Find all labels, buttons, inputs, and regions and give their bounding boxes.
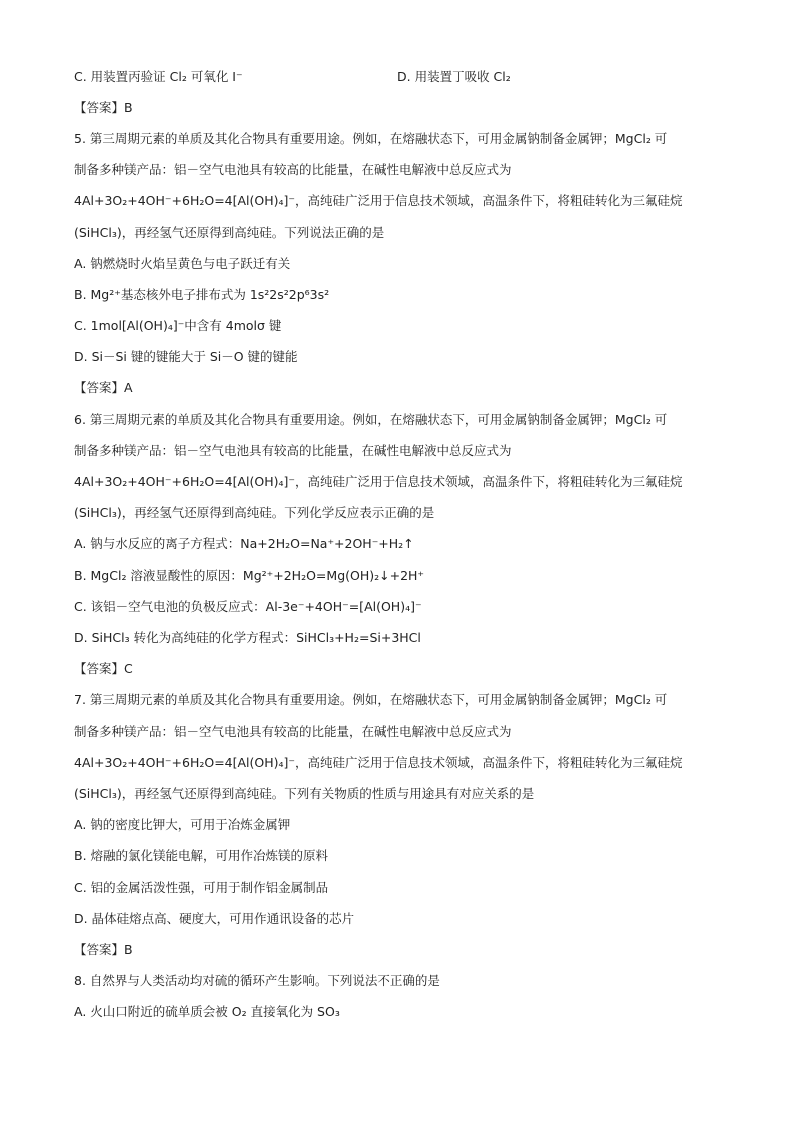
q5-stem-line: 4Al+3O₂+4OH⁻+6H₂O=4[Al(OH)₄]⁻，高纯硅广泛用于信息技术领域，高温条件下，将粗硅转化为三氟硅烷 bbox=[74, 193, 683, 208]
q5-option-a: A. 钠燃烧时火焰呈黄色与电子跃迁有关 bbox=[74, 256, 291, 271]
q5-option-d: D. Si－Si 键的键能大于 Si－O 键的键能 bbox=[74, 349, 298, 364]
q6-stem-line: (SiHCl₃)，再经氢气还原得到高纯硅。下列化学反应表示正确的是 bbox=[74, 505, 435, 520]
q4-answer: 【答案】B bbox=[74, 100, 133, 115]
q7-option-b: B. 熔融的氯化镁能电解，可用作冶炼镁的原料 bbox=[74, 848, 329, 863]
q5-option-c: C. 1mol[Al(OH)₄]⁻中含有 4molσ 键 bbox=[74, 318, 282, 333]
q6-answer: 【答案】C bbox=[74, 661, 133, 676]
q7-stem-line: 4Al+3O₂+4OH⁻+6H₂O=4[Al(OH)₄]⁻，高纯硅广泛用于信息技术领域，高温条件下，将粗硅转化为三氟硅烷 bbox=[74, 755, 683, 770]
q7-stem-line: 制备多种镁产品：铝－空气电池具有较高的比能量，在碱性电解液中总反应式为 bbox=[74, 724, 512, 739]
q5-stem-line: 5. 第三周期元素的单质及其化合物具有重要用途。例如，在熔融状态下，可用金属钠制备金属钾；MgCl₂ 可 bbox=[74, 131, 668, 146]
q4-option-d: D. 用装置丁吸收 Cl₂ bbox=[397, 69, 511, 84]
q7-stem-line: (SiHCl₃)，再经氢气还原得到高纯硅。下列有关物质的性质与用途具有对应关系的是 bbox=[74, 786, 535, 801]
q6-stem-line: 4Al+3O₂+4OH⁻+6H₂O=4[Al(OH)₄]⁻，高纯硅广泛用于信息技术领域，高温条件下，将粗硅转化为三氟硅烷 bbox=[74, 474, 683, 489]
q6-stem-line: 制备多种镁产品：铝－空气电池具有较高的比能量，在碱性电解液中总反应式为 bbox=[74, 443, 512, 458]
q7-answer: 【答案】B bbox=[74, 942, 133, 957]
q6-option-c: C. 该铝－空气电池的负极反应式：Al-3e⁻+4OH⁻=[Al(OH)₄]⁻ bbox=[74, 599, 422, 614]
q5-answer: 【答案】A bbox=[74, 380, 133, 395]
q6-option-a: A. 钠与水反应的离子方程式：Na+2H₂O=Na⁺+2OH⁻+H₂↑ bbox=[74, 536, 414, 551]
q6-stem-line: 6. 第三周期元素的单质及其化合物具有重要用途。例如，在熔融状态下，可用金属钠制备金属钾；MgCl₂ 可 bbox=[74, 412, 668, 427]
q7-option-c: C. 铝的金属活泼性强，可用于制作铝金属制品 bbox=[74, 880, 329, 895]
q8-option-a: A. 火山口附近的硫单质会被 O₂ 直接氧化为 SO₃ bbox=[74, 1004, 340, 1019]
q5-option-b: B. Mg²⁺基态核外电子排布式为 1s²2s²2p⁶3s² bbox=[74, 287, 330, 302]
q7-option-a: A. 钠的密度比钾大，可用于冶炼金属钾 bbox=[74, 817, 291, 832]
q8-stem-line: 8. 自然界与人类活动均对硫的循环产生影响。下列说法不正确的是 bbox=[74, 973, 440, 988]
q6-option-b: B. MgCl₂ 溶液显酸性的原因：Mg²⁺+2H₂O=Mg(OH)₂↓+2H⁺ bbox=[74, 568, 425, 583]
q7-stem-line: 7. 第三周期元素的单质及其化合物具有重要用途。例如，在熔融状态下，可用金属钠制备金属钾；MgCl₂ 可 bbox=[74, 692, 668, 707]
q4-option-c: C. 用装置丙验证 Cl₂ 可氧化 I⁻ bbox=[74, 69, 243, 84]
q5-stem-line: (SiHCl₃)，再经氢气还原得到高纯硅。下列说法正确的是 bbox=[74, 225, 385, 240]
q5-stem-line: 制备多种镁产品：铝－空气电池具有较高的比能量，在碱性电解液中总反应式为 bbox=[74, 162, 512, 177]
q6-option-d: D. SiHCl₃ 转化为高纯硅的化学方程式：SiHCl₃+H₂=Si+3HCl bbox=[74, 630, 421, 645]
q7-option-d: D. 晶体硅熔点高、硬度大，可用作通讯设备的芯片 bbox=[74, 911, 355, 926]
